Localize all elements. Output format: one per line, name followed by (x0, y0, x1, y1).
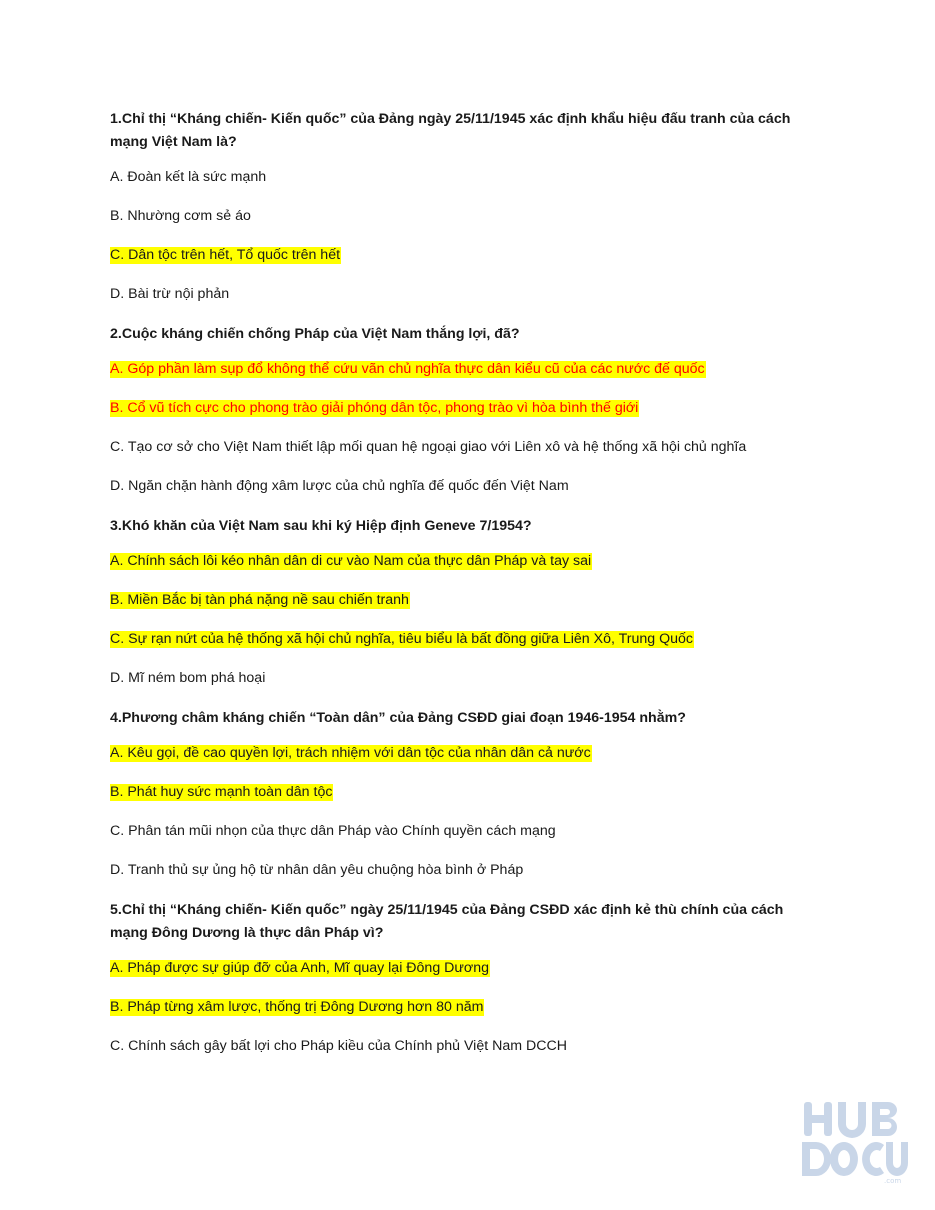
answer-option-text: A. Pháp được sự giúp đỡ của Anh, Mĩ quay lại Đông Dương (110, 960, 489, 976)
question-title: 2.Cuộc kháng chiến chống Pháp của Việt Nam thắng lợi, đã? (110, 326, 520, 342)
answer-option-text: C. Sự rạn nứt của hệ thống xã hội chủ nghĩa, tiêu biểu là bất đồng giữa Liên Xô, Trung Quốc (110, 631, 693, 647)
question-title: 5.Chỉ thị “Kháng chiến- Kiến quốc” ngày 25/11/1945 của Đảng CSĐD xác định kẻ thù chính của cách mạng Đông Dương là thực dân Pháp vì? (110, 902, 784, 941)
answer-option (110, 476, 825, 497)
answer-option-text: D. Ngăn chặn hành động xâm lược của chủ nghĩa đế quốc đến Việt Nam (110, 478, 569, 494)
question-block (110, 323, 825, 497)
answer-option-text: C. Dân tộc trên hết, Tổ quốc trên hết (110, 247, 341, 263)
answer-option-highlighted-red (110, 359, 825, 380)
answer-option-text: A. Kêu gọi, đề cao quyền lợi, trách nhiệm với dân tộc của nhân dân cả nước (110, 745, 591, 761)
answer-option-text: A. Góp phần làm sụp đổ không thể cứu vãn chủ nghĩa thực dân kiểu cũ của các nước đế quốc (110, 361, 705, 377)
svg-text:.com: .com (884, 1177, 902, 1184)
answer-option-highlighted (110, 782, 825, 803)
answer-option-text: A. Chính sách lôi kéo nhân dân di cư vào Nam của thực dân Pháp và tay sai (110, 553, 592, 569)
hubdocu-watermark-logo (798, 1098, 908, 1184)
answer-option-highlighted (110, 551, 825, 572)
answer-option-highlighted (110, 629, 825, 650)
answer-option-text: B. Cổ vũ tích cực cho phong trào giải phóng dân tộc, phong trào vì hòa bình thế giới (110, 400, 639, 416)
answer-option-text: C. Tạo cơ sở cho Việt Nam thiết lập mối quan hệ ngoại giao với Liên xô và hệ thống xã hội chủ nghĩa (110, 439, 747, 455)
answer-option-highlighted (110, 245, 825, 266)
answer-option-text: C. Chính sách gây bất lợi cho Pháp kiều của Chính phủ Việt Nam DCCH (110, 1038, 567, 1054)
answer-option (110, 167, 825, 188)
answer-option-text: B. Nhường cơm sẻ áo (110, 208, 251, 224)
answer-option (110, 860, 825, 881)
answer-option-text: B. Miền Bắc bị tàn phá nặng nề sau chiến tranh (110, 592, 409, 608)
answer-option-text: B. Phát huy sức mạnh toàn dân tộc (110, 784, 333, 800)
answer-option-highlighted-red (110, 398, 825, 419)
answer-option (110, 206, 825, 227)
answer-option (110, 284, 825, 305)
answer-option-text: D. Mĩ ném bom phá hoại (110, 670, 266, 686)
answer-option-highlighted (110, 590, 825, 611)
answer-option-text: A. Đoàn kết là sức mạnh (110, 169, 267, 185)
question-title: 1.Chỉ thị “Kháng chiến- Kiến quốc” của Đảng ngày 25/11/1945 xác định khẩu hiệu đấu tranh của cách mạng Việt Nam là? (110, 111, 791, 150)
question-title: 3.Khó khăn của Việt Nam sau khi ký Hiệp định Geneve 7/1954? (110, 518, 532, 534)
answer-option-highlighted (110, 997, 825, 1018)
answer-option-highlighted (110, 958, 825, 979)
answer-option-highlighted (110, 743, 825, 764)
question-title: 4.Phương châm kháng chiến “Toàn dân” của Đảng CSĐD giai đoạn 1946-1954 nhằm? (110, 710, 686, 726)
answer-option-text: B. Pháp từng xâm lược, thống trị Đông Dương hơn 80 năm (110, 999, 484, 1015)
answer-option (110, 1036, 825, 1057)
question-block (110, 108, 825, 305)
answer-option (110, 668, 825, 689)
question-block (110, 707, 825, 881)
question-block (110, 899, 825, 1057)
question-block (110, 515, 825, 689)
answer-option-text: D. Bài trừ nội phản (110, 286, 230, 302)
answer-option (110, 821, 825, 842)
answer-option (110, 437, 825, 458)
answer-option-text: C. Phân tán mũi nhọn của thực dân Pháp vào Chính quyền cách mạng (110, 823, 556, 839)
answer-option-text: D. Tranh thủ sự ủng hộ từ nhân dân yêu chuộng hòa bình ở Pháp (110, 862, 524, 878)
document-page (110, 108, 825, 1075)
